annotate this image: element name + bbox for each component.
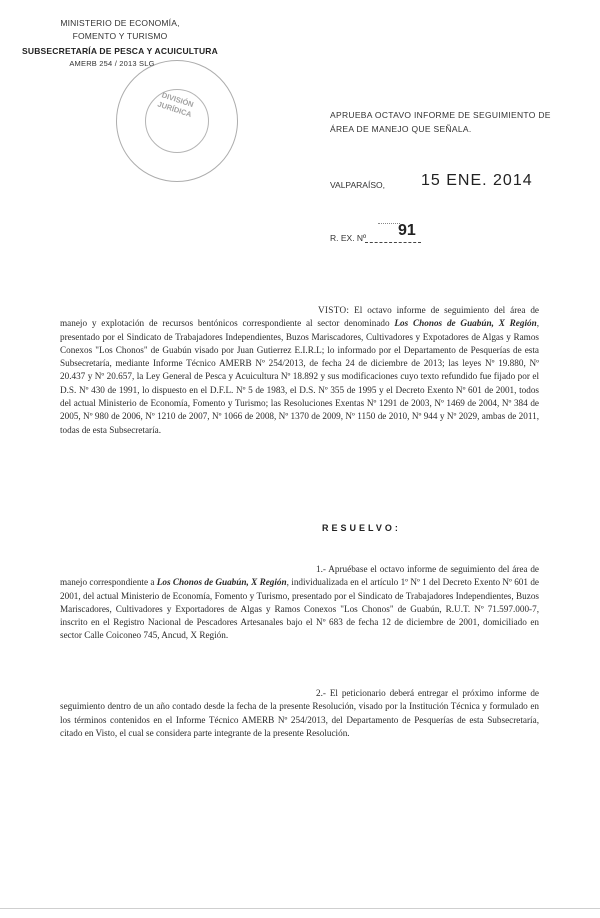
- visto-paragraph: [60, 304, 539, 437]
- rex-label: R. EX. Nº: [330, 233, 367, 243]
- header-reference: AMERB 254 / 2013 SLG: [69, 59, 155, 68]
- rex-number: 91: [398, 222, 416, 239]
- visto-label: VISTO:: [318, 305, 350, 315]
- point-1-paragraph: [60, 563, 539, 643]
- place: VALPARAÍSO,: [330, 180, 385, 190]
- visto-text-2: , presentado por el Sindicato de Trabajadores Independientes, Buzos Mariscadores, Cultivadores y Expotadores de Algas y Ramos Conexos "Los Chonos" de Guabún visado por Juan Gutierrez E.I.R.L; lo informado por el Departamento de Pesquerías de esta Subsecretaría, mediante Informe Técnico AMERB Nº 254/2013, de fecha 24 de diciembre de 2013; las leyes Nº 19.880, Nº 20.437 y Nº 20.657, la Ley General de Pesca y Acuicultura Nº 18.892 y sus modificaciones cuyo texto refundido fue fijado por el D.S. Nº 430 de 1991, lo dispuesto en el D.F.L. Nº 5 de 1983, el D.S. Nº 355 de 1995 y el Decreto Exento Nº 601 de 2001, todos del actual Ministerio de Economía, Fomento y Turismo; las Resoluciones Exentas Nº 1291 de 2003, Nº 1469 de 2004, Nº 384 de 2005, Nº 980 de 2006, Nº 1210 de 2007, Nº 1066 de 2008, Nº 1370 de 2009, Nº 1150 de 2010, Nº 944 y Nº 2029, ambas de 2011, todas de esta Subsecretaría.: [60, 318, 539, 435]
- point-1-text-1: 1.- Apruébase el octavo informe de seguimiento del área de manejo correspondiente a: [60, 564, 539, 588]
- header-ministry: MINISTERIO DE ECONOMÍA,: [60, 18, 180, 28]
- point-2-text: 2.- El peticionario deberá entregar el próximo informe de seguimiento dentro de un año contado desde la fecha de la presente Resolución, visado por la Institución Técnica y formulado en los términos contenidos en el Informe Técnico AMERB Nº 254/2013, del Departamento de Pesquerías de esta Subsecretaría, citado en Visto, el cual se considera parte integrante de la presente Resolución.: [60, 688, 539, 738]
- point-1-sector: Los Chonos de Guabún, X Región: [156, 577, 287, 588]
- rex-mark: [378, 223, 400, 224]
- rex-underline: [365, 242, 421, 243]
- date-stamp: 15 ENE. 2014: [421, 172, 533, 189]
- visto-sector: Los Chonos de Guabún, X Región: [394, 318, 537, 329]
- stamp-text: DIVISIÓN JURÍDICA: [156, 90, 195, 120]
- visto-text-1: El octavo informe de seguimiento del área de manejo y explotación de recursos bentónicos correspondiente al sector denominado: [60, 305, 539, 329]
- point-1-text-2: , individualizada en el artículo 1º Nº 1 del Decreto Exento Nº 601 de 2001, del actual Ministerio de Economía, Fomento y Turismo, presentado por el Sindicato de Trabajadores Independientes, Buzos Mariscadores, Cultivadores y Exportadores de Algas y Ramos Conexos "Los Chonos" de Guabún, R.U.T. Nº 71.597.000-7, inscrito en el Registro Nacional de Pescadores Artesanales bajo el Nº 683 de fecha 12 de diciembre de 2001, domiciliado en sector Calle Coiconeo 745, Ancud, X Región.: [60, 577, 540, 641]
- footer-line: [0, 908, 600, 909]
- resuelvo-heading: RESUELVO:: [322, 523, 401, 533]
- division-juridica-stamp: [116, 60, 238, 182]
- document-subject: APRUEBA OCTAVO INFORME DE SEGUIMIENTO DE ÁREA DE MANEJO QUE SEÑALA.: [330, 110, 551, 134]
- header-subsecretaria: SUBSECRETARÍA DE PESCA Y ACUICULTURA: [22, 46, 218, 56]
- header-fomento: FOMENTO Y TURISMO: [72, 31, 168, 41]
- point-2-paragraph: [60, 687, 539, 740]
